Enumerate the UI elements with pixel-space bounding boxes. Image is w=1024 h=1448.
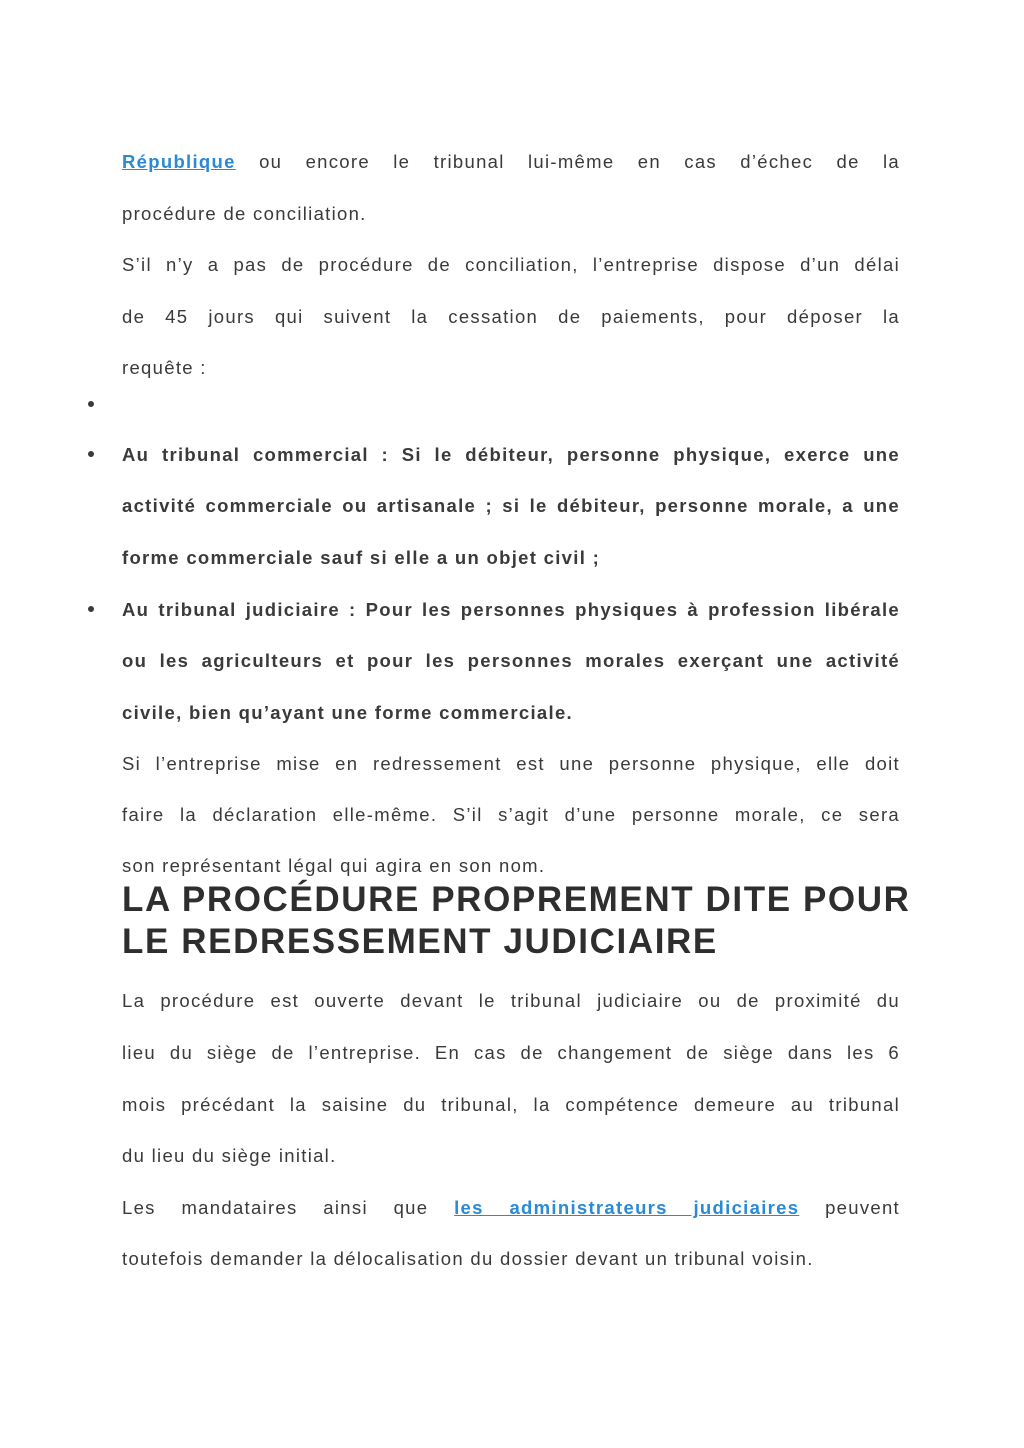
paragraph-1-line-1	[122, 149, 900, 175]
bullet-2-line-2: ou les agriculteurs et pour les personnes morales exerçant une activité	[122, 650, 900, 671]
paragraph-5-pre: Les mandataires ainsi que	[122, 1197, 429, 1218]
paragraph-3-line-3: son représentant légal qui agira en son nom.	[122, 855, 546, 876]
section-heading-line-2: LE REDRESSEMENT JUDICIAIRE	[122, 922, 718, 961]
paragraph-1-text: ou encore le tribunal lui-même en cas d’échec de la	[259, 151, 900, 172]
paragraph-2-line-1: S’il n’y a pas de procédure de conciliation, l’entreprise dispose d’un délai	[122, 254, 900, 275]
bullet-1-line-1: Au tribunal commercial : Si le débiteur, personne physique, exerce une	[122, 444, 900, 465]
administrateurs-judiciaires-link[interactable]: les administrateurs judiciaires	[454, 1197, 800, 1218]
bullet-2-line-3: civile, bien qu’ayant une forme commerciale.	[122, 702, 573, 723]
paragraph-2-line-2: de 45 jours qui suivent la cessation de paiements, pour déposer la	[122, 306, 900, 327]
paragraph-5-line-2: toutefois demander la délocalisation du dossier devant un tribunal voisin.	[122, 1248, 814, 1269]
paragraph-4-line-4: du lieu du siège initial.	[122, 1145, 337, 1166]
paragraph-4-line-1: La procédure est ouverte devant le tribunal judiciaire ou de proximité du	[122, 990, 900, 1011]
empty-bullet	[88, 401, 96, 409]
bullet-1-marker	[88, 451, 96, 459]
bullet-2-marker	[88, 606, 96, 614]
paragraph-3-line-1: Si l’entreprise mise en redressement est une personne physique, elle doit	[122, 753, 900, 774]
bullet-2-line-1: Au tribunal judiciaire : Pour les personnes physiques à profession libérale	[122, 599, 900, 620]
section-heading-line-1: LA PROCÉDURE PROPREMENT DITE POUR	[122, 880, 911, 919]
paragraph-1-line-2: procédure de conciliation.	[122, 203, 367, 224]
republique-link[interactable]: République	[122, 151, 236, 172]
paragraph-4-line-3: mois précédant la saisine du tribunal, la compétence demeure au tribunal	[122, 1094, 900, 1115]
bullet-1-line-3: forme commerciale sauf si elle a un objet civil ;	[122, 547, 601, 568]
paragraph-3-line-2: faire la déclaration elle-même. S’il s’agit d’une personne morale, ce sera	[122, 804, 900, 825]
bullet-1-line-2: activité commerciale ou artisanale ; si le débiteur, personne morale, a une	[122, 495, 900, 516]
paragraph-2-line-3: requête :	[122, 357, 207, 378]
paragraph-4-line-2: lieu du siège de l’entreprise. En cas de changement de siège dans les 6	[122, 1042, 900, 1063]
paragraph-5-post: peuvent	[825, 1197, 900, 1218]
paragraph-5-line-1	[122, 1195, 900, 1221]
